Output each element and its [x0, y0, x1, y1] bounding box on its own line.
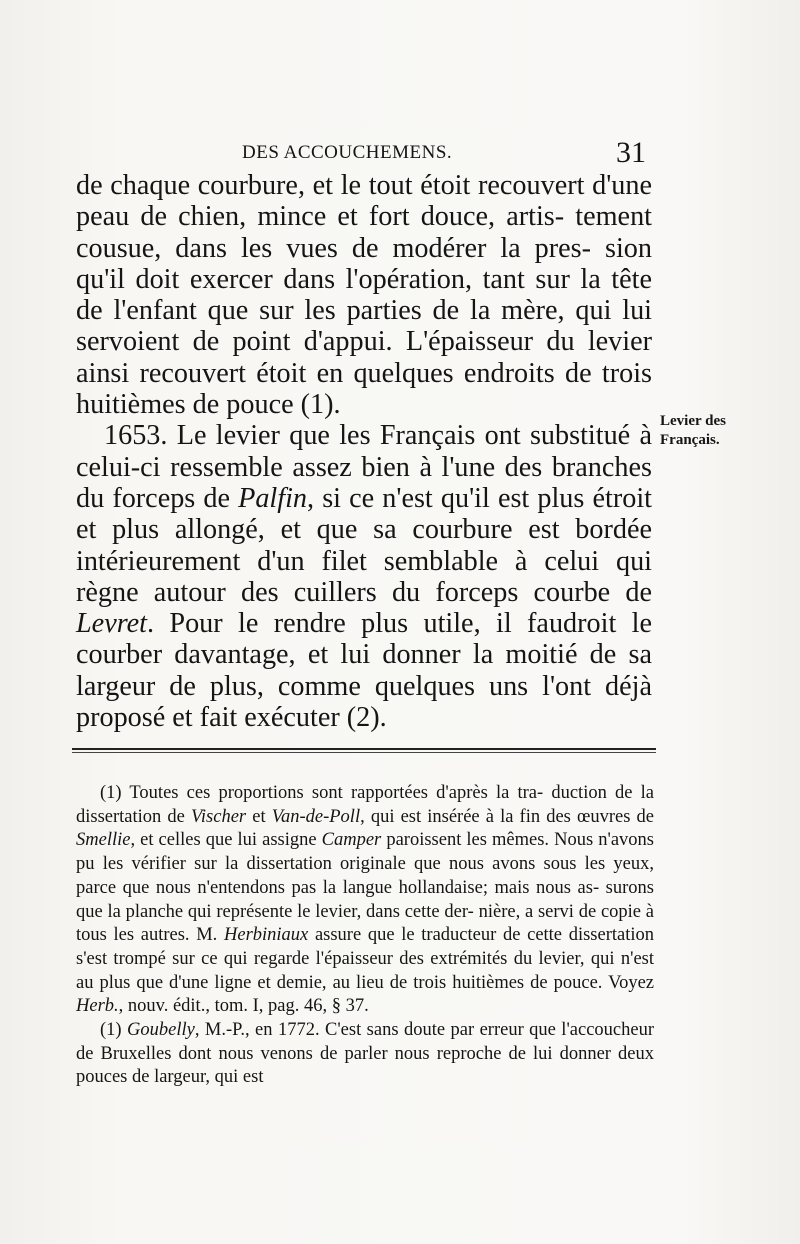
footnote-2-text-b: , M.-P., en 1772. C'est sans doute par erreur que l'accoucheur de Bruxelles dont nous venons de parler nous reproche de lui donner deux pouces de largeur, qui est [76, 1020, 654, 1088]
name-herbiniaux: Herbiniaux [224, 925, 309, 946]
name-vischer: Vischer [190, 806, 247, 827]
footnotes [76, 782, 654, 1090]
main-text [76, 170, 652, 733]
name-goubelly: Goubelly [127, 1020, 195, 1041]
running-head [0, 138, 800, 168]
margin-note [660, 412, 775, 450]
footnote-rule-secondary [72, 752, 656, 753]
running-head-title: DES ACCOUCHEMENS. [242, 142, 453, 163]
name-camper: Camper [321, 830, 382, 851]
footnote-1-text-g: , nouv. édit., tom. I, pag. 46, § 37. [118, 996, 369, 1017]
footnote-2 [76, 1019, 654, 1090]
page-number: 31 [616, 136, 646, 169]
name-palfin: Palfin [238, 482, 308, 514]
footnote-1-text-f: assure que le traducteur de cette dissertation s'est trompé sur ce qui regarde l'épaisseur des extrémités du levier, qui n'est au plus que d'une ligne et demie, au lieu de trois huitièmes de pouce. Voyez [76, 925, 654, 993]
name-levret: Levret [76, 608, 147, 640]
paragraph-1653-start: 1653. Le levier que les Français ont substitué à celui-ci ressemble assez bien à l'une des branches du forceps de [76, 420, 652, 514]
footnote-1-text-d: , et celles que lui assigne [130, 830, 322, 851]
ref-herb: Herb. [76, 996, 119, 1017]
margin-note-line-1: Levier des [660, 413, 726, 429]
name-smellie: Smellie [76, 830, 131, 851]
margin-note-line-2: Français. [660, 432, 720, 448]
paragraph-1653 [76, 420, 652, 733]
footnote-1 [76, 782, 654, 1019]
footnote-rule [72, 748, 656, 750]
footnote-2-text-a: (1) [100, 1020, 128, 1041]
footnote-1-text-e: paroissent les mêmes. Nous n'avons pu les vérifier sur la dissertation originale que nous avons sous les yeux, parce que nous n'entendons pas la langue hollandaise; mais nous as- surons que la planche qui représente le levier, dans cette der- nière, a servi de copie à tous les autres. M. [76, 830, 654, 946]
paragraph-1: de chaque courbure, et le tout étoit recouvert d'une peau de chien, mince et fort douce, artis- tement cousue, dans les vues de modérer la pres- sion qu'il doit exercer dans l'opération, tant sur la tête de l'enfant que sur les parties de la mère, qui lui servoient de point d'appui. L'épaisseur du levier ainsi recouvert étoit en quelques endroits de trois huitièmes de pouce (1). [76, 170, 652, 421]
footnote-1-text-a: (1) Toutes ces proportions sont rapportées d'après la tra- duction de la dissertation de [76, 783, 654, 827]
paragraph-1653-end: . Pour le rendre plus utile, il faudroit le courber davantage, et lui donner la moitié de sa largeur de plus, comme quelques uns l'ont déjà proposé et fait exécuter (2). [76, 608, 652, 734]
name-van-de-poll: Van-de-Poll [271, 806, 361, 827]
footnote-1-text-c: , qui est insérée à la fin des œuvres de [360, 806, 654, 827]
footnote-1-text-b: et [246, 806, 272, 827]
paragraph-1653-mid: , si ce n'est qu'il est plus étroit et plus allongé, et que sa courbure est bordée intérieurement d'un filet semblable à celui qui règne autour des cuillers du forceps courbe de [76, 482, 652, 608]
